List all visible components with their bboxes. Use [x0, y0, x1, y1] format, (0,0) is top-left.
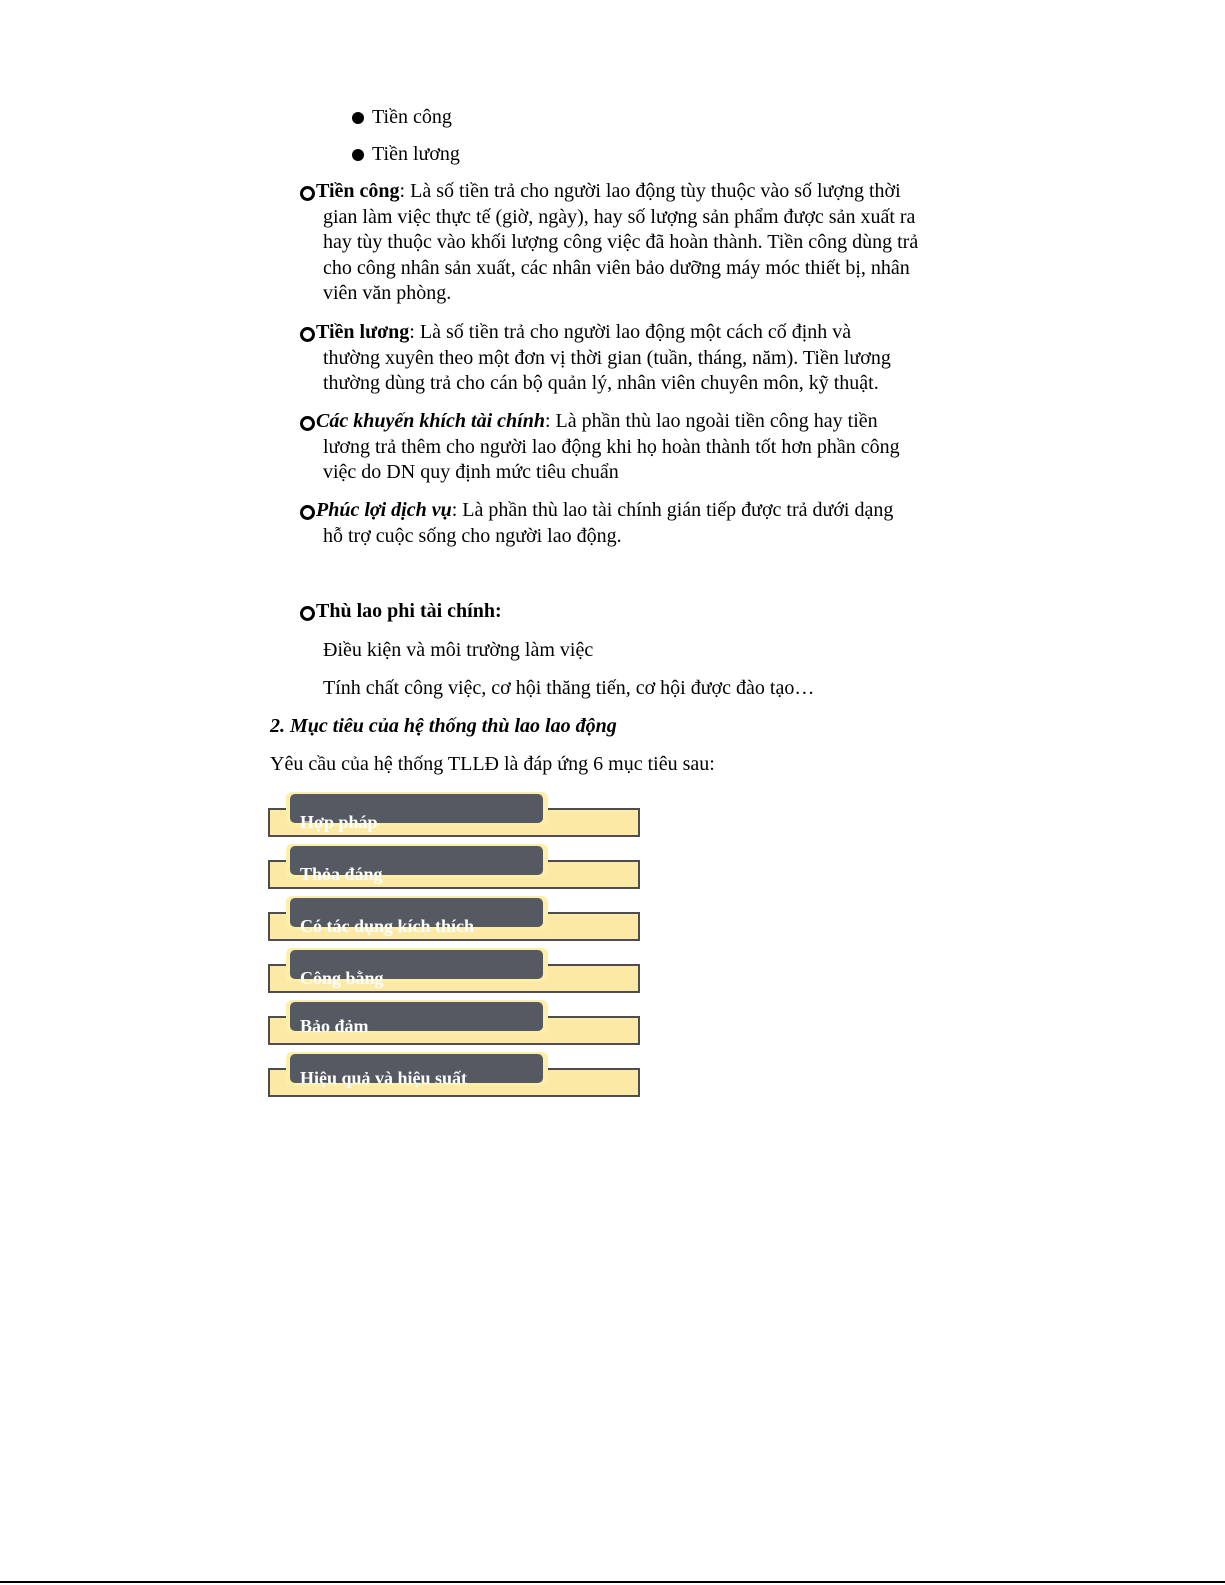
goal-label: Hiệu quả và hiệu suất [300, 1068, 468, 1088]
line: việc do DN quy định mức tiêu chuẩn [323, 461, 619, 484]
section-heading: 2. Mục tiêu của hệ thống thù lao lao động [270, 715, 617, 737]
term: Các khuyến khích tài chính [316, 410, 545, 432]
goal-item [268, 1000, 640, 1046]
goal-bar-edge [268, 1016, 288, 1018]
ring-bullet-icon [300, 416, 315, 431]
goal-label: Bảo đảm [300, 1016, 369, 1036]
goal-bar-edge [268, 808, 288, 810]
line: : Là phần thù lao ngoài tiền công hay tiền [544, 410, 878, 432]
section-intro: Yêu cầu của hệ thống TLLĐ là đáp ứng 6 mục tiêu sau: [270, 753, 715, 775]
definition-phuc-loi [316, 498, 956, 549]
goal-item [268, 948, 640, 994]
line: hay tùy thuộc vào khối lượng công việc đã hoàn thành. Tiền công dùng trả [323, 231, 919, 254]
page-bottom-border [0, 1581, 1225, 1583]
bullet-dot-icon [352, 149, 364, 161]
goal-bar-edge [548, 808, 640, 810]
goal-bar-edge [548, 860, 640, 862]
goal-bar-edge [268, 912, 288, 914]
bullet-text: Tiền lương [372, 143, 460, 165]
line: hỗ trợ cuộc sống cho người lao động. [323, 524, 622, 547]
goal-bar-edge [548, 1068, 640, 1070]
ring-bullet-icon [300, 505, 315, 520]
non-financial-line: Điều kiện và môi trường làm việc [323, 639, 594, 661]
goal-bar-edge [268, 1068, 288, 1070]
goal-label: Thỏa đáng [300, 864, 383, 884]
line: lương trả thêm cho người lao động khi họ hoàn thành tốt hơn phần công [323, 435, 900, 458]
term: Phúc lợi dịch vụ [316, 499, 452, 521]
bullet-dot-icon [352, 112, 364, 124]
goal-item [268, 792, 640, 838]
bullet-text: Tiền công [372, 106, 452, 128]
bullet-item [352, 106, 452, 129]
goal-label: Hợp pháp [300, 812, 378, 832]
ring-bullet-icon [300, 186, 315, 201]
definition-tien-luong [316, 320, 956, 397]
goal-item [268, 896, 640, 942]
term: Tiền công [316, 180, 400, 202]
goal-bar-edge [548, 1016, 640, 1018]
goal-item [268, 1052, 640, 1098]
non-financial-line: Tính chất công việc, cơ hội thăng tiến, cơ hội được đào tạo… [323, 677, 815, 699]
goal-bar-edge [268, 860, 288, 862]
line: : Là số tiền trả cho người lao động một cách cố định và [409, 321, 852, 343]
line: viên văn phòng. [323, 282, 452, 305]
definition-tien-cong [316, 179, 956, 307]
line: : Là số tiền trả cho người lao động tùy thuộc vào số lượng thời [399, 180, 901, 202]
goal-bar-edge [548, 912, 640, 914]
goal-bar-edge [268, 964, 288, 966]
definition-khuyen-khich [316, 409, 956, 486]
bullet-item [352, 143, 460, 166]
line: thường dùng trả cho cán bộ quản lý, nhân viên chuyên môn, kỹ thuật. [323, 372, 879, 395]
non-financial-title: Thù lao phi tài chính: [316, 600, 502, 622]
goal-label: Có tác dụng kích thích [300, 916, 475, 936]
line: thường xuyên theo một đơn vị thời gian (tuần, tháng, năm). Tiền lương [323, 346, 891, 369]
ring-bullet-icon [300, 327, 315, 342]
line: cho công nhân sản xuất, các nhân viên bảo dưỡng máy móc thiết bị, nhân [323, 256, 910, 279]
line: gian làm việc thực tế (giờ, ngày), hay số lượng sản phẩm được sản xuất ra [323, 205, 916, 228]
goal-item [268, 844, 640, 890]
goal-bar-edge [548, 964, 640, 966]
line: : Là phần thù lao tài chính gián tiếp được trả dưới dạng [451, 499, 894, 521]
term: Tiền lương [316, 321, 410, 343]
goal-label: Công bằng [300, 968, 384, 988]
ring-bullet-icon [300, 606, 315, 621]
